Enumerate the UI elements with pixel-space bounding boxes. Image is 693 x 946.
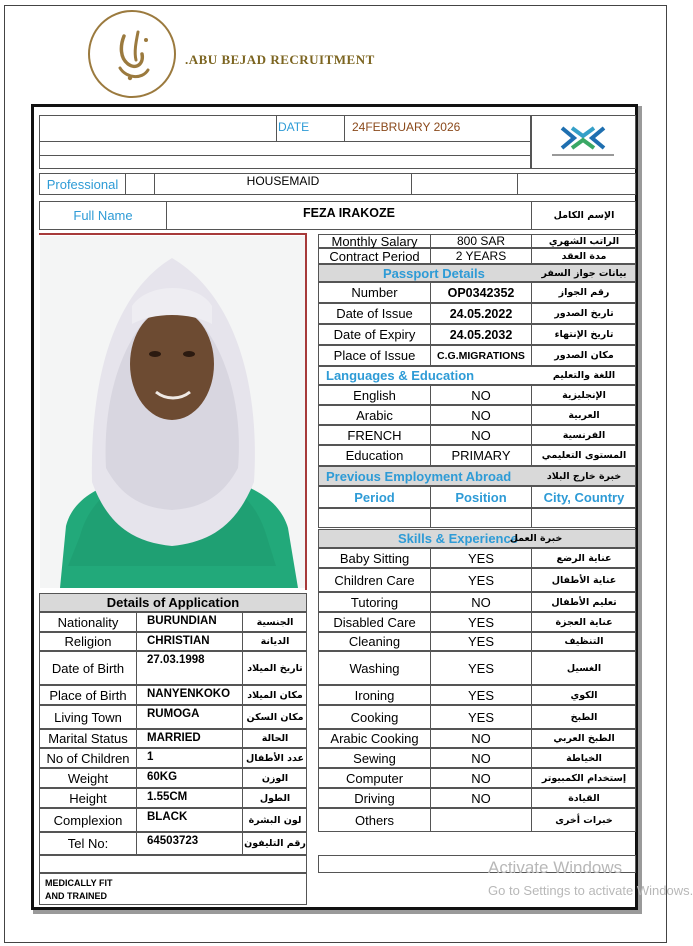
row-value: YES [467, 709, 494, 725]
row-value: OP0342352 [447, 285, 515, 300]
details-label-ar: رقم التليفون [244, 838, 306, 849]
row-label-ar: الخياطة [566, 752, 602, 764]
row-value: NO [471, 750, 491, 766]
details-value: BURUNDIAN [147, 615, 217, 627]
row-value: 24.05.2032 [449, 327, 513, 342]
row-value: 800 SAR [456, 234, 506, 248]
full-name-value: FEZA IRAKOZE [303, 206, 395, 220]
company-name: .ABU BEJAD RECRUITMENT [185, 52, 375, 67]
row-value: 2 YEARS [455, 249, 507, 263]
employment-position-header: Position [455, 489, 507, 505]
row-label: Cleaning [348, 634, 401, 649]
medical-note-line1: MEDICALLY FIT [45, 877, 113, 888]
row-label-ar: تعليم الأطفال [551, 596, 617, 608]
details-label-ar: تاريخ الميلاد [247, 662, 303, 674]
row-label: Arabic Cooking [330, 731, 419, 746]
employment-city-header: City, Country [543, 489, 625, 505]
row-label-ar: تاريخ الصدور [554, 308, 614, 319]
row-label-ar: الغسيل [566, 662, 602, 674]
row-value [431, 808, 531, 832]
details-label: Date of Birth [51, 660, 125, 676]
row-label-ar: مكان الصدور [554, 350, 614, 361]
employment-period-header: Period [354, 489, 395, 505]
details-label-ar: الحالة [261, 733, 289, 744]
row-label-ar: تاريخ الإنتهاء [554, 329, 614, 340]
row-label: Place of Issue [333, 348, 416, 363]
divider [136, 685, 137, 705]
details-value: 27.03.1998 [147, 654, 205, 666]
row-label-ar: الفرنسية [562, 429, 606, 441]
divider [125, 173, 126, 195]
skills-section-label-ar: خبرة العمل [509, 533, 563, 544]
employment-blank-row [318, 508, 636, 528]
divider [136, 768, 137, 788]
details-value: 1.55CM [147, 791, 188, 803]
details-label: Tel No: [67, 836, 109, 851]
details-value: 1 [147, 751, 154, 763]
details-label: No of Children [46, 750, 130, 766]
person-photo-icon [40, 236, 305, 588]
details-value: 64503723 [147, 835, 199, 847]
row-value: YES [467, 660, 494, 676]
row-label: Tutoring [350, 594, 399, 610]
details-label-ar: الديانة [260, 636, 290, 647]
row-label-ar: عناية الرضع [556, 552, 612, 564]
date-label: DATE [278, 120, 310, 134]
details-label: Weight [67, 770, 109, 786]
skills-section-label: Skills & Experience [398, 531, 518, 546]
divider [136, 651, 137, 685]
details-label-ar: لون البشرة [248, 814, 302, 826]
languages-section-label-ar: اللغة والتعليم [552, 370, 616, 381]
row-label-ar: الطبخ العربي [553, 733, 615, 744]
blank-row [39, 155, 531, 169]
row-value: YES [467, 614, 494, 630]
divider [136, 705, 137, 729]
divider [136, 832, 137, 855]
row-value: NO [471, 427, 491, 443]
divider [136, 808, 137, 832]
row-label-ar: التنظيف [564, 636, 604, 647]
divider [430, 508, 431, 528]
row-label-ar: مدة العقد [561, 250, 607, 262]
row-value: YES [467, 634, 494, 649]
row-label: Arabic [356, 407, 393, 423]
row-label-ar: إستخدام الكمبيوتر [541, 772, 627, 784]
calligraphy-logo-icon [90, 12, 174, 96]
divider [136, 788, 137, 808]
row-label: Cooking [350, 709, 399, 725]
details-value: NANYENKOKO [147, 688, 231, 700]
details-value: BLACK [147, 811, 188, 823]
divider [136, 612, 137, 632]
row-label-ar: الإنجليزية [562, 389, 606, 401]
row-label: Computer [345, 770, 404, 786]
row-label-ar: العربية [568, 409, 600, 421]
frame-shadow [33, 910, 642, 914]
row-label: Date of Expiry [333, 327, 416, 342]
row-label: Number [351, 285, 398, 300]
row-value: NO [471, 790, 491, 806]
blank-row [39, 141, 531, 156]
row-value: YES [467, 572, 494, 588]
row-label-ar: الكوي [570, 689, 598, 701]
details-label: Nationality [57, 614, 119, 630]
details-value: 60KG [147, 771, 178, 783]
row-value: NO [471, 594, 491, 610]
divider [344, 115, 345, 142]
full-name-label: Full Name [73, 207, 133, 223]
divider [136, 729, 137, 748]
divider [531, 508, 532, 528]
professional-label: Professional [46, 176, 119, 192]
details-value: MARRIED [147, 732, 201, 744]
row-value: 24.05.2022 [449, 306, 513, 321]
candidate-photo [40, 236, 305, 588]
details-value: CHRISTIAN [147, 635, 210, 647]
passport-section-label: Passport Details [383, 265, 485, 281]
details-title: Details of Application [39, 593, 307, 612]
photo-border [39, 233, 307, 235]
details-label-ar: مكان الميلاد [247, 689, 303, 701]
details-label-ar: مكان السكن [246, 711, 304, 723]
watermark-line2: Go to Settings to activate Windows. [488, 882, 693, 898]
row-label: Baby Sitting [339, 550, 410, 566]
photo-border [305, 233, 307, 590]
details-label: Place of Birth [49, 687, 127, 703]
details-value: RUMOGA [147, 708, 200, 720]
company-logo [88, 10, 176, 98]
professional-value: HOUSEMAID [246, 174, 320, 188]
details-label: Complexion [53, 812, 123, 828]
row-label: Contract Period [329, 248, 420, 264]
details-label-ar: الوزن [261, 772, 289, 784]
languages-section-label: Languages & Education [326, 368, 475, 383]
details-label: Living Town [54, 709, 122, 725]
row-value: YES [467, 687, 494, 703]
row-label: Ironing [354, 687, 395, 703]
row-label: Washing [349, 660, 400, 676]
divider [276, 115, 277, 142]
row-value: YES [467, 550, 494, 566]
details-label: Religion [64, 634, 112, 649]
row-value: NO [471, 731, 491, 746]
medical-note-line2: AND TRAINED [45, 890, 107, 901]
row-label-ar: عناية العجزة [555, 616, 613, 628]
divider [517, 173, 518, 195]
employment-section-label: Previous Employment Abroad [326, 468, 512, 484]
watermark-line1: Activate Windows [488, 858, 623, 877]
row-value: NO [471, 407, 491, 423]
row-value: PRIMARY [451, 448, 511, 463]
frame-shadow [638, 106, 642, 912]
divider [136, 632, 137, 651]
row-label: Education [345, 448, 404, 463]
details-label: Height [69, 790, 107, 806]
row-value: C.G.MIGRATIONS [437, 349, 525, 362]
employment-section-label-ar: خبرة خارج البلاد [546, 470, 622, 482]
row-label: Date of Issue [336, 306, 413, 321]
row-label: English [353, 387, 396, 403]
row-label: Children Care [334, 572, 415, 588]
agency-logo-box [531, 115, 636, 169]
row-label: Monthly Salary [331, 233, 418, 249]
row-label-ar: الطبخ [570, 711, 598, 723]
row-label-ar: المستوى التعليمي [541, 450, 627, 461]
row-label-ar: خبرات أخرى [555, 814, 613, 826]
row-label: FRENCH [347, 427, 402, 443]
row-label: Sewing [353, 750, 396, 766]
row-label: Others [354, 812, 394, 828]
divider [136, 748, 137, 768]
row-label-ar: الراتب الشهري [548, 235, 620, 247]
row-label: Disabled Care [333, 614, 416, 630]
row-label-ar: رقم الجواز [558, 287, 610, 298]
row-value: NO [471, 387, 491, 403]
row-label-ar: عناية الأطفال [551, 574, 617, 586]
row-value: NO [471, 770, 491, 786]
row-label: Driving [354, 790, 395, 806]
date-value: 24FEBRUARY 2026 [352, 120, 461, 134]
agency-logo-icon [532, 116, 635, 168]
full-name-ar: الإسم الكامل [553, 209, 615, 221]
details-label-ar: الطول [259, 792, 291, 804]
details-label-ar: عدد الأطفال [245, 752, 305, 764]
blank-row [39, 855, 307, 873]
row-label-ar: القيادة [568, 792, 600, 804]
details-label-ar: الجنسية [256, 616, 294, 628]
passport-section-label-ar: بيانات جواز السفر [541, 267, 627, 279]
details-label: Marital Status [48, 731, 128, 746]
divider [411, 173, 412, 195]
